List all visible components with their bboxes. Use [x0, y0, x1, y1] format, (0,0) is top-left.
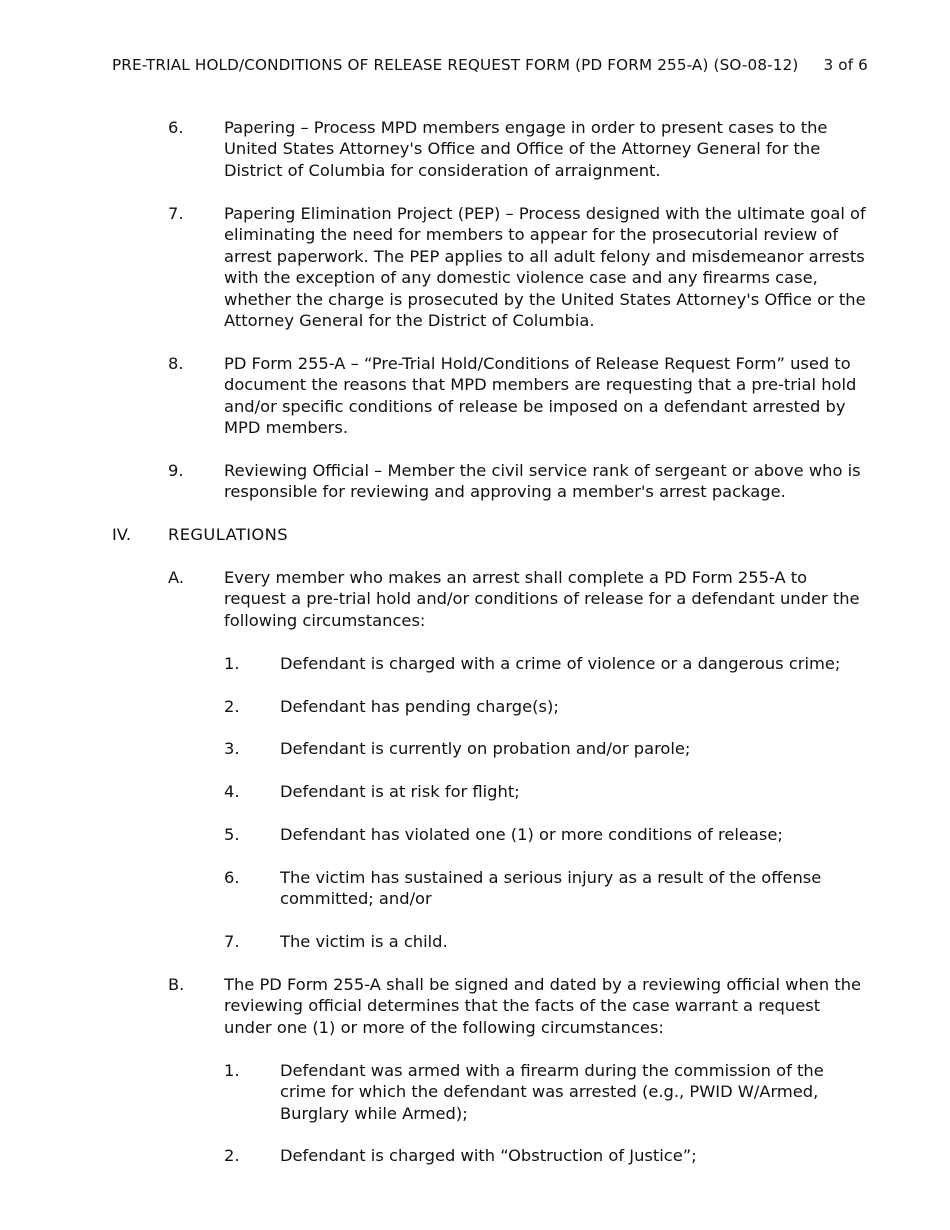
page-number: 3 of 6 [823, 56, 868, 74]
list-item-number: 2. [224, 697, 240, 716]
header-title: PRE-TRIAL HOLD/CONDITIONS OF RELEASE REQUEST FORM (PD FORM 255-A) (SO-08-12) [112, 56, 799, 74]
list-item-number: 5. [224, 825, 240, 844]
definition-number: 8. [168, 354, 184, 373]
list-item-text: Defendant is currently on probation and/or parole; [280, 739, 691, 758]
list-item-text: Defendant has pending charge(s); [280, 697, 559, 716]
definition-text: Papering – Process MPD members engage in order to present cases to the United States Attorney's Office and Office of the Attorney General for the District of Columbia for consideration of arraignment. [224, 118, 828, 180]
list-item-number: 1. [224, 654, 240, 673]
regulation-letter: A. [168, 568, 185, 587]
section-number: IV. [112, 525, 132, 544]
list-item-text: Defendant is charged with “Obstruction of Justice”; [280, 1146, 697, 1165]
list-item-number: 6. [224, 868, 240, 887]
definition-number: 6. [168, 118, 184, 137]
list-item-text: The victim has sustained a serious injury as a result of the offense committed; and/or [280, 868, 822, 909]
definition-text: PD Form 255-A – “Pre-Trial Hold/Conditions of Release Request Form” used to document the reasons that MPD members are requesting that a pre-trial hold and/or specific conditions of release be imposed on a defendant arrested by MPD members. [224, 354, 857, 438]
list-item-number: 2. [224, 1146, 240, 1165]
definition-text: Papering Elimination Project (PEP) – Process designed with the ultimate goal of eliminating the need for members to appear for the prosecutorial review of arrest paperwork. The PEP applies to all adult felony and misdemeanor arrests with the exception of any domestic violence case and any firearms case, whether the charge is prosecuted by the United States Attorney's Office or the Attorney General for the District of Columbia. [224, 204, 866, 331]
regulation-text: The PD Form 255-A shall be signed and dated by a reviewing official when the reviewing official determines that the facts of the case warrant a request under one (1) or more of the following circumstances: [224, 975, 862, 1037]
definition-number: 9. [168, 461, 184, 480]
definition-number: 7. [168, 204, 184, 223]
list-item-text: Defendant is at risk for flight; [280, 782, 520, 801]
definition-text: Reviewing Official – Member the civil service rank of sergeant or above who is responsible for reviewing and approving a member's arrest package. [224, 461, 861, 502]
list-item-text: Defendant is charged with a crime of violence or a dangerous crime; [280, 654, 841, 673]
list-item-text: The victim is a child. [280, 932, 448, 951]
regulation-letter: B. [168, 975, 185, 994]
regulation-text: Every member who makes an arrest shall complete a PD Form 255-A to request a pre-trial hold and/or conditions of release for a defendant under the following circumstances: [224, 568, 860, 630]
list-item-text: Defendant has violated one (1) or more conditions of release; [280, 825, 783, 844]
section-title: REGULATIONS [168, 525, 288, 544]
list-item-number: 3. [224, 739, 240, 758]
list-item-text: Defendant was armed with a firearm during the commission of the crime for which the defendant was arrested (e.g., PWID W/Armed, Burglary while Armed); [280, 1061, 824, 1123]
list-item-number: 7. [224, 932, 240, 951]
list-item-number: 1. [224, 1061, 240, 1080]
list-item-number: 4. [224, 782, 240, 801]
